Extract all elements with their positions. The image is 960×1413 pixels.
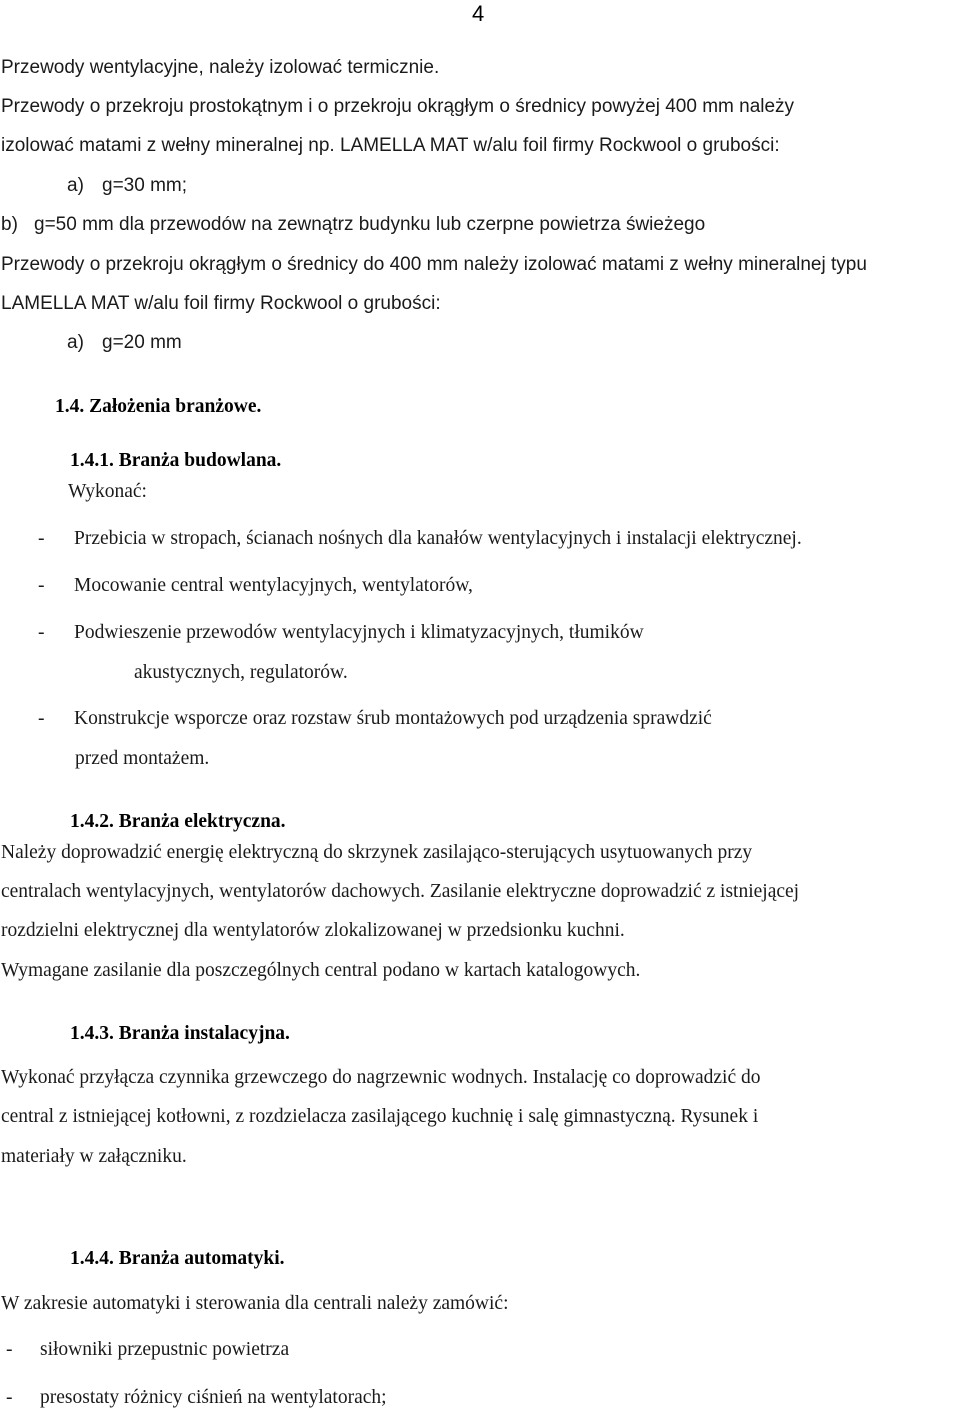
section-1-4-3-line-1: Wykonać przyłącza czynnika grzewczego do nagrzewnic wodnych. Instalację co doprowadzić do	[1, 1067, 761, 1088]
page-number: 4	[472, 1, 485, 26]
bullet-item-suspension-cont: akustycznych, regulatorów.	[134, 662, 348, 683]
ventilation-line-1: Przewody wentylacyjne, należy izolować termicznie.	[1, 57, 440, 78]
bullet-marker: -	[6, 1387, 13, 1408]
ventilation-line-2: Przewody o przekroju prostokątnym i o przekroju okrągłym o średnicy powyżej 400 mm należy	[1, 96, 795, 117]
section-1-4-4-line-1: W zakresie automatyki i sterowania dla centrali należy zamówić:	[1, 1293, 509, 1314]
list-item-b: g=50 mm dla przewodów na zewnątrz budynku lub czerpne powietrza świeżego	[34, 214, 706, 235]
bullet-marker: -	[38, 575, 45, 596]
bullet-item-penetrations: Przebicia w stropach, ścianach nośnych dla kanałów wentylacyjnych i instalacji elektrycznej.	[74, 528, 802, 549]
list-marker-b: b)	[1, 214, 18, 235]
list-item-a: g=30 mm;	[102, 175, 188, 196]
bullet-item-supports-cont: przed montażem.	[75, 748, 210, 769]
section-1-4-1-intro: Wykonać:	[68, 481, 147, 502]
bullet-marker: -	[38, 622, 45, 643]
bullet-item-pressostats: presostaty różnicy ciśnień na wentylatorach;	[40, 1387, 387, 1408]
ventilation-line-3-b: LAMELLA MAT w/alu foil firmy Rockwool o grubości:	[339, 135, 780, 156]
section-1-4-2-line-2-a: centralach wentylacyjnych, wentylatorów dachowych.	[1, 881, 425, 902]
list-marker-a: a)	[67, 175, 84, 196]
list-item-a2: g=20 mm	[102, 332, 182, 353]
section-1-4-2-line-3: rozdzielni elektrycznej dla wentylatorów zlokalizowanej w przedsionku kuchni.	[1, 920, 625, 941]
section-1-4-heading: 1.4. Założenia branżowe.	[55, 396, 262, 417]
bullet-item-mounting: Mocowanie central wentylacyjnych, wentylatorów,	[74, 575, 473, 596]
ventilation-line-6: Przewody o przekroju okrągłym o średnicy do 400 mm należy izolować matami z wełny mineralnej typu	[1, 254, 867, 275]
section-1-4-2-line-2	[1, 882, 799, 902]
bullet-marker: -	[38, 708, 45, 729]
bullet-item-supports: Konstrukcje wsporcze oraz rozstaw śrub montażowych pod urządzenia sprawdzić	[74, 708, 712, 729]
ventilation-line-3-a: izolować matami z wełny mineralnej np.	[1, 135, 335, 156]
section-1-4-3-line-3: materiały w załączniku.	[1, 1146, 187, 1167]
section-1-4-2-heading: 1.4.2. Branża elektryczna.	[70, 811, 286, 832]
ventilation-line-3	[1, 136, 780, 155]
section-1-4-3-line-2: central z istniejącej kotłowni, z rozdzielacza zasilającego kuchnię i salę gimnastyczną. Rysunek i	[1, 1106, 759, 1127]
section-1-4-4-heading: 1.4.4. Branża automatyki.	[70, 1248, 285, 1269]
ventilation-line-7: LAMELLA MAT w/alu foil firmy Rockwool o grubości:	[1, 293, 441, 314]
list-marker-a2: a)	[67, 332, 84, 353]
section-1-4-2-line-2-b: Zasilanie elektryczne doprowadzić z istniejącej	[429, 881, 800, 902]
section-1-4-3-heading: 1.4.3. Branża instalacyjna.	[70, 1023, 290, 1044]
bullet-marker: -	[38, 528, 45, 549]
section-1-4-2-line-4: Wymagane zasilanie dla poszczególnych central podano w kartach katalogowych.	[1, 960, 641, 981]
section-1-4-1-heading: 1.4.1. Branża budowlana.	[70, 450, 282, 471]
bullet-item-dampers: siłowniki przepustnic powietrza	[40, 1339, 290, 1360]
section-1-4-2-line-1: Należy doprowadzić energię elektryczną do skrzynek zasilająco-sterujących usytuowanych przy	[1, 842, 753, 863]
bullet-marker: -	[6, 1339, 13, 1360]
bullet-item-suspension: Podwieszenie przewodów wentylacyjnych i klimatyzacyjnych, tłumików	[74, 622, 644, 643]
